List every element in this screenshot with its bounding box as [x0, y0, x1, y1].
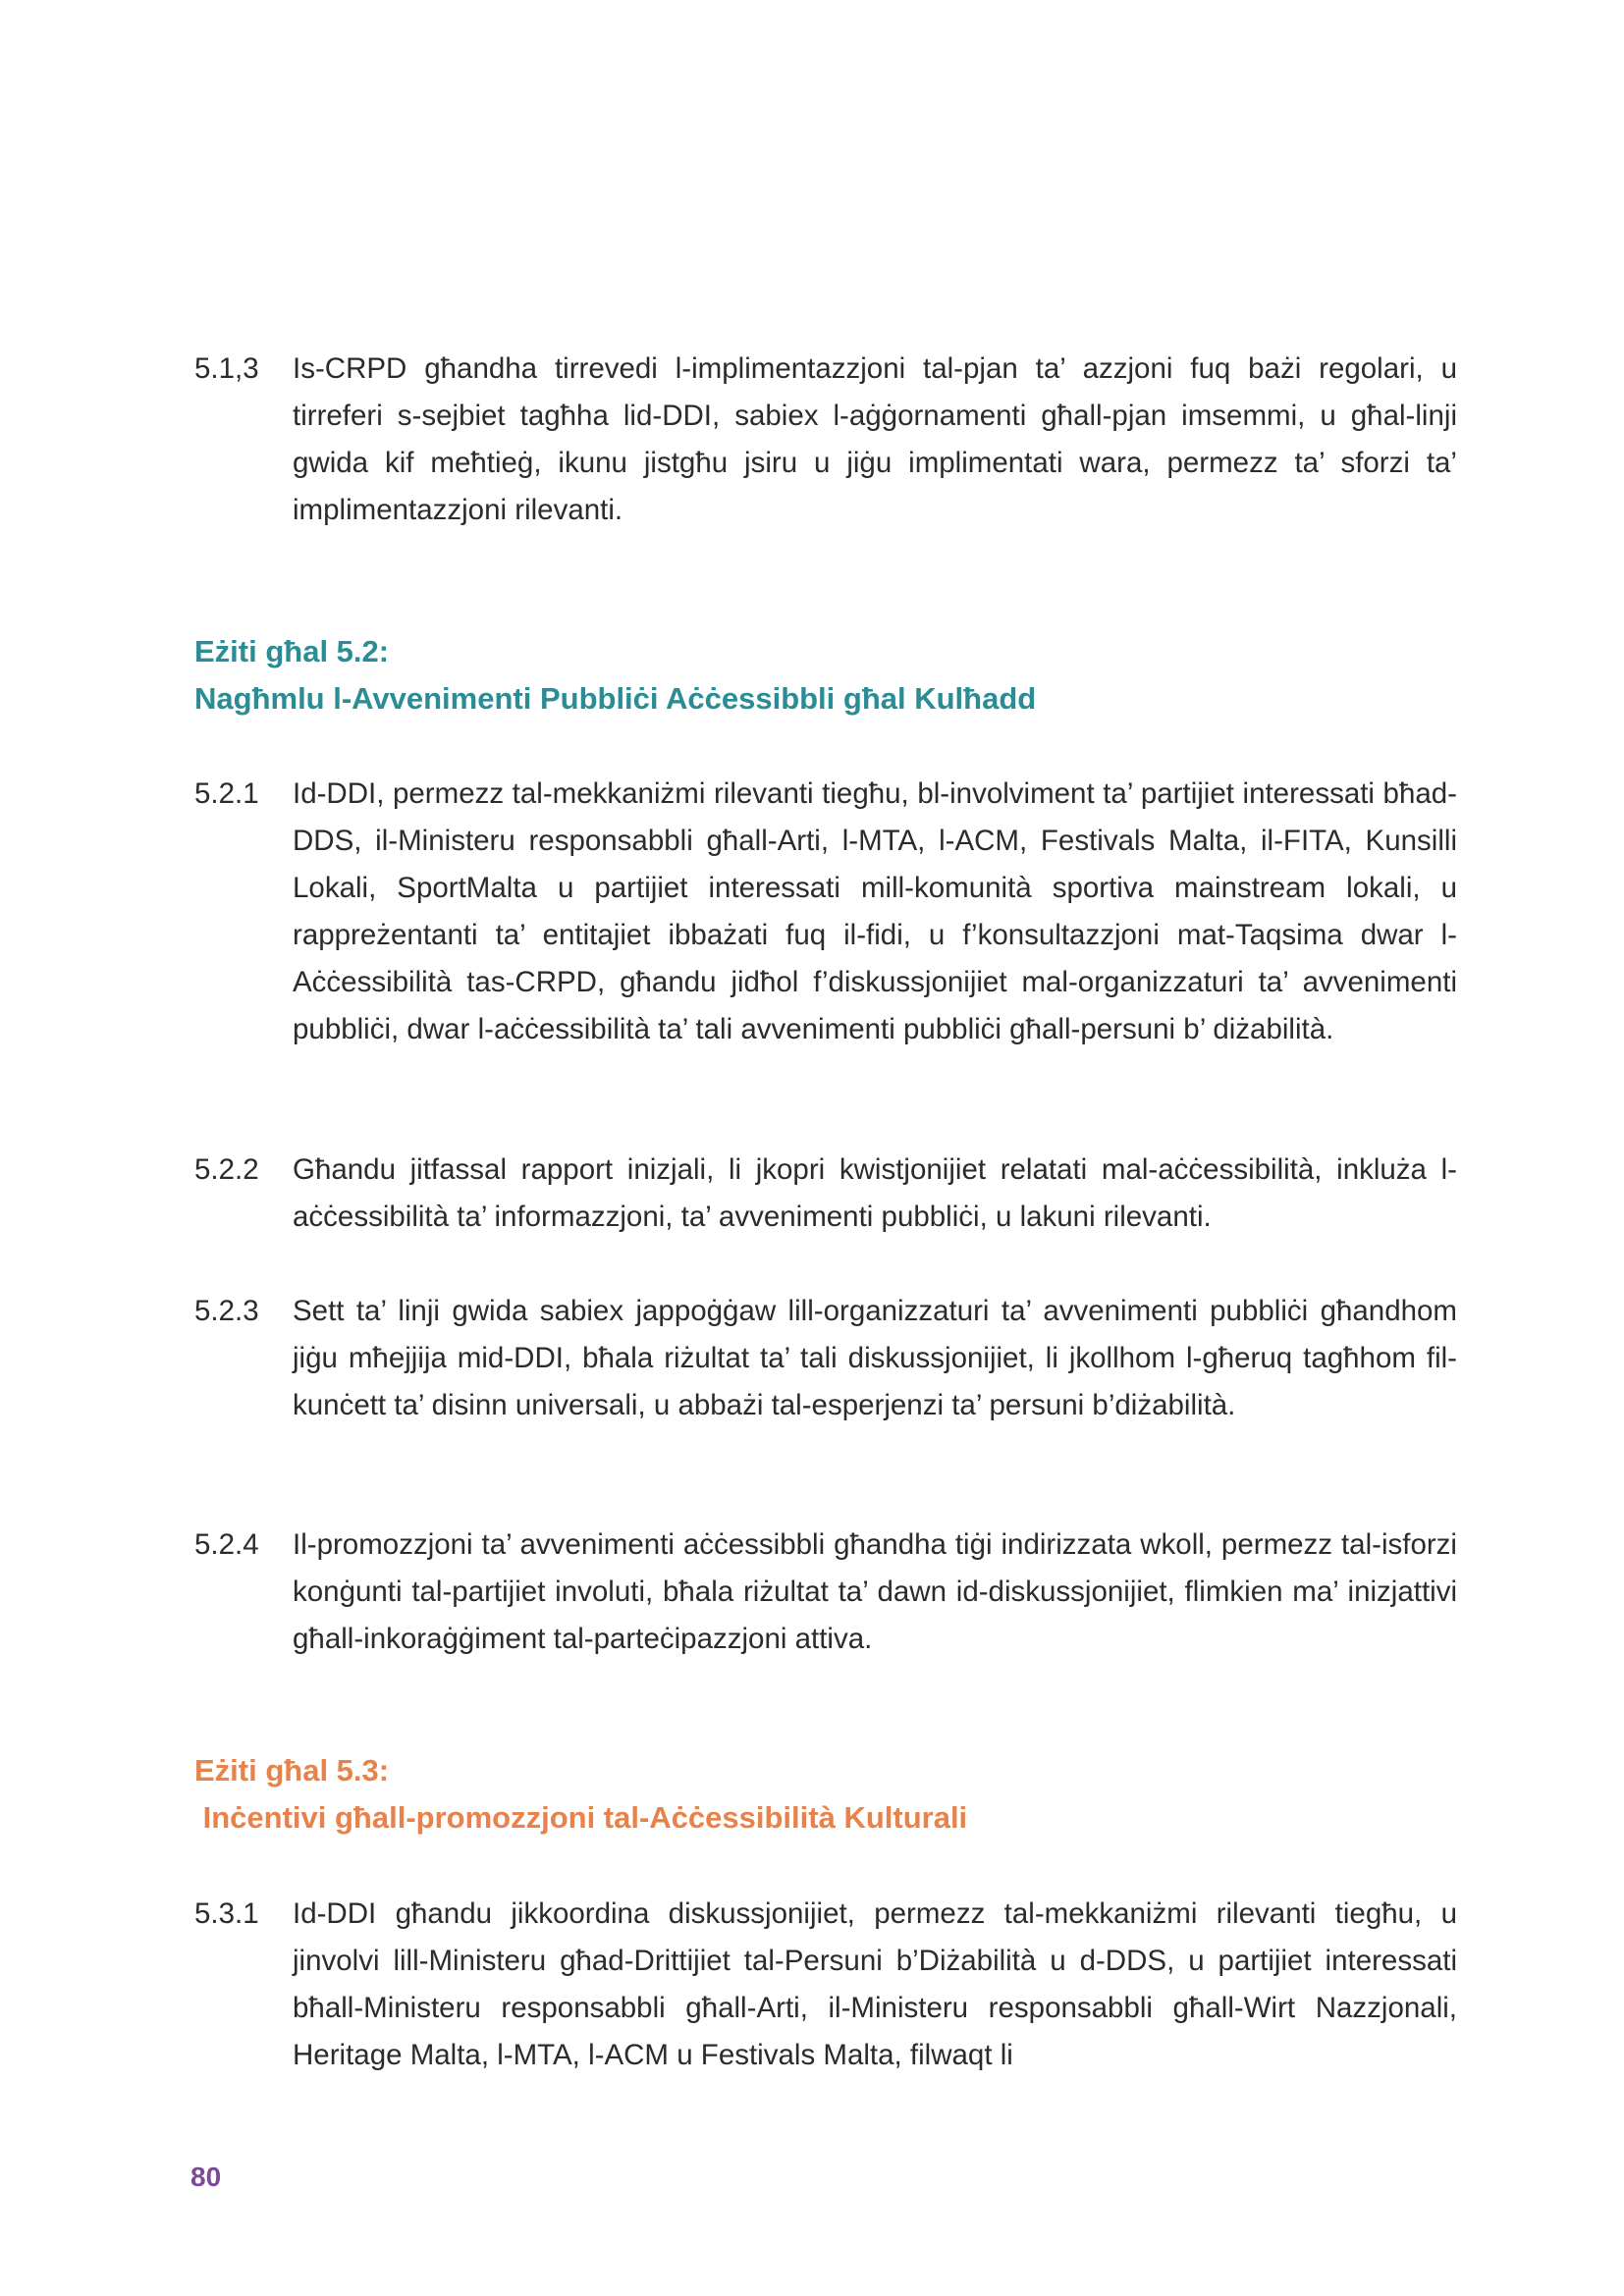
heading-title: Nagħmlu l-Avvenimenti Pubbliċi Aċċessibbli għal Kulħadd — [194, 681, 1037, 716]
section-heading-5-2 — [194, 628, 1471, 722]
section-heading-5-3 — [194, 1747, 1471, 1842]
paragraph-5-2-2 — [194, 1147, 1457, 1241]
heading-label: Eżiti għal 5.2: — [194, 634, 390, 668]
heading-title: Inċentivi għall-promozzjoni tal-Aċċessibilità Kulturali — [194, 1800, 968, 1835]
paragraph-text: Id-DDI għandu jikkoordina diskussjonijiet, permezz tal-mekkaniżmi rilevanti tiegħu, u jinvolvi lill-Ministeru għad-Drittijiet tal-Persuni b’Diżabilità u d-DDS, u partijiet interessati bħall-Ministeru responsabbli għall-Arti, il-Ministeru responsabbli għall-Wirt Nazzjonali, Heritage Malta, l-MTA, l-ACM u Festivals Malta, filwaqt li — [293, 1897, 1457, 2071]
paragraph-5-2-3 — [194, 1288, 1457, 1429]
paragraph-text: Il-promozzjoni ta’ avvenimenti aċċessibbli għandha tiġi indirizzata wkoll, permezz tal-isforzi konġunti tal-partijiet involuti, bħala riżultat ta’ dawn id-diskussjonijiet, flimkien ma’ inizjattivi għall-inkoraġġiment tal-parteċipazzjoni attiva. — [293, 1528, 1457, 1655]
paragraph-text: Għandu jitfassal rapport inizjali, li jkopri kwistjonijiet relatati mal-aċċessibilità, inkluża l-aċċessibilità ta’ informazzjoni, ta’ avvenimenti pubbliċi, u lakuni rilevanti. — [293, 1153, 1457, 1233]
paragraph-number: 5.2.1 — [194, 777, 259, 810]
paragraph-number: 5.1,3 — [194, 352, 259, 385]
paragraph-number: 5.2.4 — [194, 1528, 259, 1561]
paragraph-text: Id-DDI, permezz tal-mekkaniżmi rilevanti tiegħu, bl-involviment ta’ partijiet interessati bħad-DDS, il-Ministeru responsabbli għall-Arti, l-MTA, l-ACM, Festivals Malta, il-FITA, Kunsilli Lokali, SportMalta u partijiet interessati mill-komunità sportiva mainstream lokali, u rappreżentanti ta’ entitajiet ibbażati fuq il-fidi, u f’konsultazzjoni mat-Taqsima dwar l-Aċċessibilità tas-CRPD, għandu jidħol f’diskussjonijiet mal-organizzaturi ta’ avvenimenti pubbliċi, dwar l-aċċessibilità ta’ tali avvenimenti pubbliċi għall-persuni b’ diżabilità. — [293, 777, 1457, 1045]
page-number: 80 — [190, 2162, 222, 2192]
paragraph-5-2-4 — [194, 1522, 1457, 1663]
paragraph-5-2-1 — [194, 771, 1457, 1053]
paragraph-number: 5.2.2 — [194, 1153, 259, 1186]
paragraph-number: 5.3.1 — [194, 1897, 259, 1930]
paragraph-text: Sett ta’ linji gwida sabiex jappoġġaw lill-organizzaturi ta’ avvenimenti pubbliċi għandhom jiġu mħejjija mid-DDI, bħala riżultat ta’ tali diskussjonijiet, li jkollhom l-għeruq tagħhom fil-kunċett ta’ disinn universali, u abbażi tal-esperjenzi ta’ persuni b’diżabilità. — [293, 1295, 1457, 1421]
paragraph-text: Is-CRPD għandha tirrevedi l-implimentazzjoni tal-pjan ta’ azzjoni fuq bażi regolari, u tirreferi s-sejbiet tagħha lid-DDI, sabiex l-aġġornamenti għall-pjan imsemmi, u għal-linji gwida kif meħtieġ, ikunu jistgħu jsiru u jiġu implimentati wara, permezz ta’ sforzi ta’ implimentazzjoni rilevanti. — [293, 352, 1457, 526]
paragraph-number: 5.2.3 — [194, 1295, 259, 1327]
paragraph-5-3-1 — [194, 1891, 1457, 2079]
heading-label: Eżiti għal 5.3: — [194, 1753, 390, 1788]
paragraph-5-1-3 — [194, 346, 1457, 534]
